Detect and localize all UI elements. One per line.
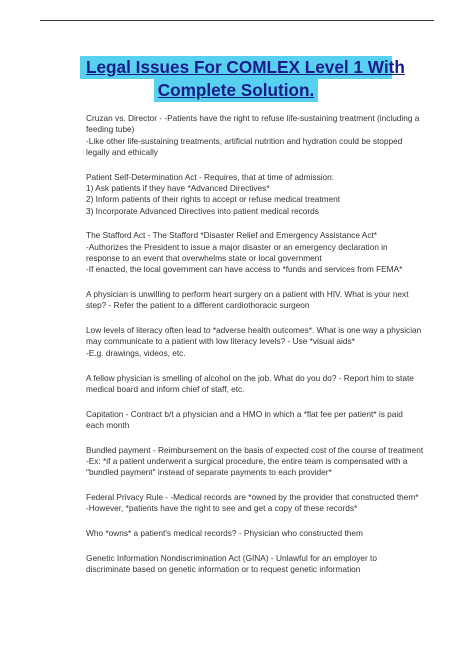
entry-text-line: -However, *patients have the right to see and get a copy of these records* [86, 503, 358, 514]
entry-text-line: The Stafford Act - The Stafford *Disaster Relief and Emergency Assistance Act* [86, 230, 377, 241]
qa-entry [86, 325, 446, 359]
qa-entry [86, 113, 446, 158]
entry-text-line: step? - Refer the patient to a different cardiothoracic surgeon [86, 300, 310, 311]
entry-text-line: response to an event that overwhelms state or local government [86, 252, 322, 263]
qa-entry [86, 528, 446, 539]
qa-entry [86, 492, 446, 515]
entry-text-line: -If enacted, the local government can have access to *funds and services from FEMA* [86, 264, 403, 275]
entry-text-line: 1) Ask patients if they have *Advanced Directives* [86, 182, 270, 193]
entry-text-line: 2) Inform patients of their rights to accept or refuse medical treatment [86, 194, 341, 205]
qa-entry [86, 289, 446, 312]
entry-text-line: A physician is unwilling to perform heart surgery on a patient with HIV. What is your next [86, 289, 409, 300]
document-body [86, 113, 446, 589]
entry-text-line: each month [86, 419, 130, 430]
entry-text-line: feeding tube) [86, 124, 135, 135]
entry-text-line: Patient Self-Determination Act - Requires, that at time of admission: [86, 171, 335, 182]
qa-entry [86, 172, 446, 217]
title-line: Legal Issues For COMLEX Level 1 With [80, 56, 392, 79]
document-title [80, 56, 405, 102]
entry-text-line: 3) Incorporate Advanced Directives into patient medical records [86, 205, 319, 216]
entry-text-line: Capitation - Contract b/t a physician and a HMO in which a *flat fee per patient* is paid [86, 408, 403, 419]
qa-entry [86, 445, 446, 479]
entry-text-line: "bundled payment" instead of separate payments to each provider* [86, 467, 332, 478]
entry-text-line: legally and ethically [86, 146, 158, 157]
entry-text-line: may communicate to a patient with low literacy levels? - Use *visual aids* [86, 336, 355, 347]
title-line: Complete Solution. [154, 79, 319, 102]
qa-entry [86, 553, 446, 576]
header-rule [40, 20, 434, 21]
entry-text-line: -Ex: *if a patient underwent a surgical procedure, the entire team is compensated with a [86, 456, 408, 467]
entry-text-line: discriminate based on genetic information or to request genetic information [86, 564, 361, 575]
entry-text-line: -E.g. drawings, videos, etc. [86, 347, 186, 358]
qa-entry [86, 373, 446, 396]
entry-text-line: A fellow physician is smelling of alcohol on the job. What do you do? - Report him to state [86, 372, 414, 383]
entry-text-line: Cruzan vs. Director - -Patients have the right to refuse life-sustaining treatment (including a [86, 113, 420, 123]
entry-text-line: Genetic Information Nondiscrimination Act (GINA) - Unlawful for an employer to [86, 553, 377, 564]
entry-text-line: -Like other life-sustaining treatments, artificial nutrition and hydration could be stopped [86, 135, 403, 146]
entry-text-line: Low levels of literacy often lead to *adverse health outcomes*. What is one way a physician [86, 325, 422, 336]
entry-text-line: -Authorizes the President to issue a major disaster or an emergency declaration in [86, 241, 388, 252]
entry-text-line: Who *owns* a patient's medical records? - Physician who constructed them [86, 528, 363, 539]
entry-text-line: medical board and inform chief of staff, etc. [86, 383, 245, 394]
entry-text-line: Federal Privacy Rule - -Medical records are *owned by the provider that constructed them* [86, 492, 419, 503]
qa-entry [86, 230, 446, 275]
qa-entry [86, 409, 446, 432]
entry-text-line: Bundled payment - Reimbursement on the basis of expected cost of the course of treatment [86, 444, 424, 455]
